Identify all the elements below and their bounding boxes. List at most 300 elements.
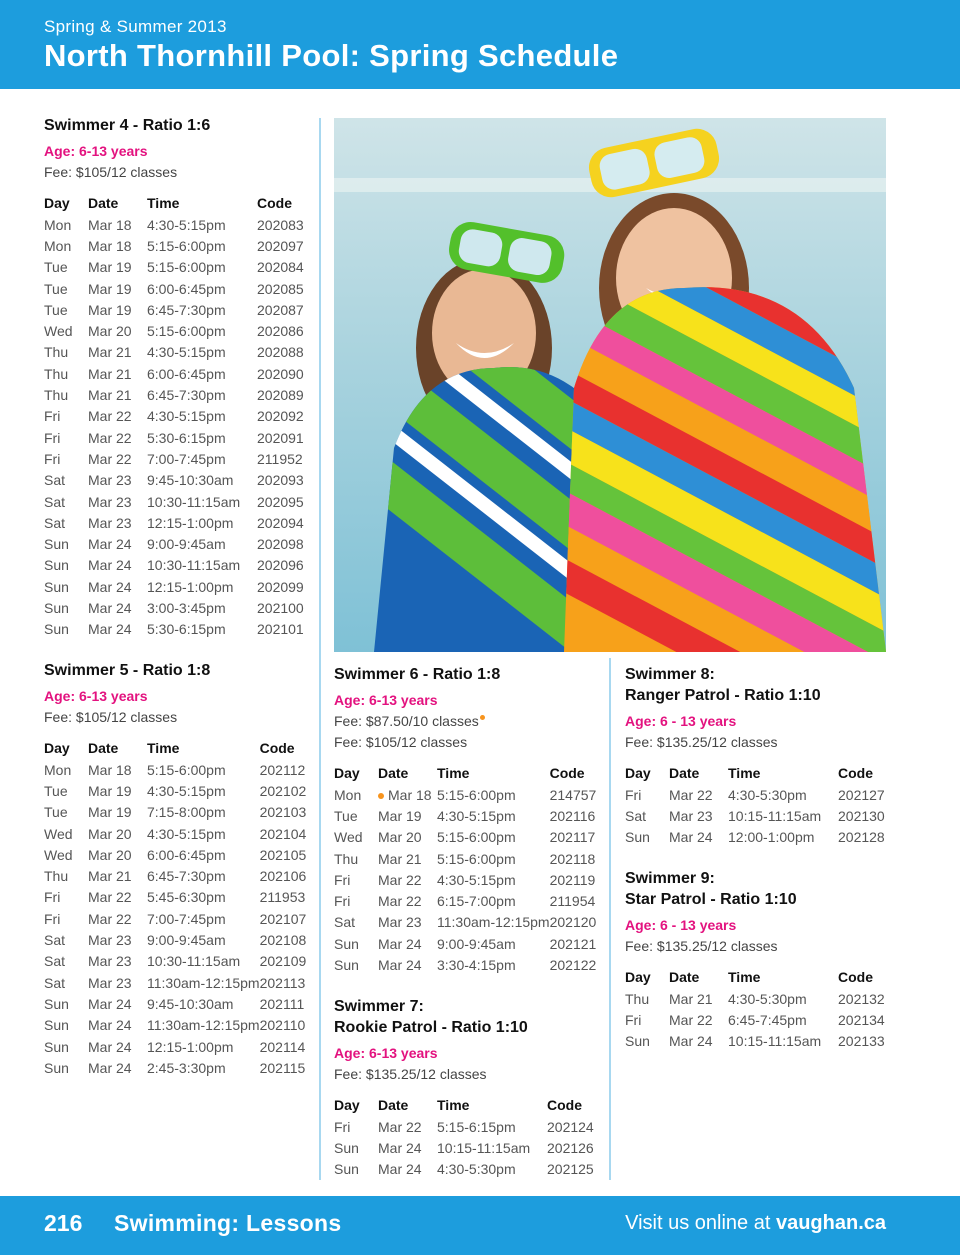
col-date: Date [669, 968, 700, 985]
cell-time: 5:15-6:00pm [437, 850, 516, 867]
cell-time: 6:00-6:45pm [147, 280, 226, 297]
cell-date: Mar 23 [88, 472, 132, 489]
bullet-icon [378, 793, 384, 799]
section-title-2: Rookie Patrol - Ratio 1:10 [334, 1019, 528, 1036]
table-row [44, 951, 310, 972]
table-row [44, 972, 310, 993]
age-label: Age: 6-13 years [44, 688, 148, 704]
table-row [625, 784, 888, 805]
cell-code: 202109 [259, 953, 307, 970]
cell-code: 202132 [838, 990, 885, 1007]
cell-time: 6:45-7:30pm [147, 387, 226, 404]
table-row [334, 869, 600, 890]
cell-date: Mar 20 [378, 829, 422, 846]
table-row [44, 533, 307, 554]
table-row [334, 1116, 597, 1137]
table-row [334, 954, 600, 975]
cell-date: Mar 21 [669, 990, 713, 1007]
cell-day: Sun [625, 1033, 650, 1050]
cell-date: Mar 23 [669, 807, 713, 824]
table-row [625, 827, 888, 848]
cell-day: Fri [44, 429, 61, 446]
bullet-icon [480, 715, 485, 720]
cell-date: Mar 21 [88, 344, 132, 361]
visit-website [625, 1212, 886, 1235]
cell-code: 202106 [259, 868, 307, 885]
cell-code: 202085 [257, 280, 304, 297]
fee-label: Fee: $105/12 classes [44, 164, 178, 180]
cell-date: Mar 22 [378, 1118, 422, 1135]
fee-label: Fee: $105/12 classes [44, 709, 178, 725]
cell-date: Mar 24 [88, 621, 132, 638]
cell-time: 10:30-11:15am [147, 493, 241, 510]
cell-date: Mar 21 [88, 365, 132, 382]
table-header-row [334, 761, 600, 784]
cell-date: Mar 19 [88, 804, 132, 821]
cell-day: Fri [625, 1011, 642, 1028]
col-time: Time [437, 764, 470, 781]
cell-code: 202107 [259, 910, 307, 927]
cell-time: 5:15-6:00pm [147, 237, 226, 254]
table-header-row [625, 761, 888, 784]
cell-code: 202092 [257, 408, 304, 425]
col-code: Code [838, 764, 873, 781]
cell-date: Mar 21 [88, 868, 132, 885]
cell-day: Sat [44, 472, 66, 489]
cell-code: 202095 [257, 493, 304, 510]
cell-date: Mar 21 [378, 850, 422, 867]
table-row [44, 929, 310, 950]
cell-time: 11:30am-12:15pm [147, 974, 260, 991]
cell-day: Sun [44, 1038, 69, 1055]
cell-date: Mar 24 [669, 1033, 713, 1050]
cell-day: Sat [44, 974, 66, 991]
photo-two-girls-towels [334, 118, 886, 652]
cell-code: 202096 [257, 557, 304, 574]
section-title: Swimmer 6 - Ratio 1:8 [334, 666, 501, 683]
cell-time: 11:30am-12:15pm [437, 914, 550, 931]
col-code: Code [257, 194, 292, 211]
cell-time: 5:15-6:00pm [147, 323, 226, 340]
cell-date: Mar 22 [88, 910, 132, 927]
col-day: Day [625, 764, 651, 781]
swimmer-5-section [44, 660, 310, 1078]
cell-date: Mar 24 [88, 1017, 132, 1034]
cell-time: 4:30-5:15pm [437, 871, 516, 888]
table-row [44, 448, 307, 469]
cell-day: Sun [44, 621, 69, 638]
cell-code: 202084 [257, 259, 304, 276]
table-row [44, 470, 307, 491]
cell-code: 202114 [259, 1038, 306, 1055]
col-code: Code [549, 764, 585, 781]
schedule-table [625, 965, 888, 1052]
cell-day: Wed [44, 323, 73, 340]
cell-time: 4:30-5:15pm [147, 344, 226, 361]
page-number: 216 [44, 1210, 83, 1236]
fee-label-1 [334, 711, 600, 732]
table-header-row [44, 736, 310, 759]
cell-time: 6:00-6:45pm [147, 365, 226, 382]
col-date: Date [669, 764, 700, 781]
cell-date: Mar 20 [88, 825, 132, 842]
fee-label: Fee: $135.25/12 classes [625, 938, 778, 954]
table-row [44, 993, 310, 1014]
section-title-2: Star Patrol - Ratio 1:10 [625, 891, 797, 908]
col-code: Code [259, 739, 295, 756]
table-row [334, 1159, 597, 1180]
cell-code: 202116 [549, 807, 596, 824]
cell-date: Mar 19 [378, 807, 422, 824]
cell-day: Fri [334, 893, 351, 910]
table-row [334, 805, 600, 826]
schedule-table [625, 761, 888, 848]
col-date: Date [88, 739, 119, 756]
table-header-row [625, 965, 888, 988]
cell-code: 202098 [257, 536, 304, 553]
section-title: Swimmer 4 - Ratio 1:6 [44, 117, 211, 134]
table-row [44, 759, 310, 780]
cell-day: Mon [334, 786, 362, 803]
cell-date: Mar 24 [669, 829, 713, 846]
cell-time: 5:15-6:00pm [147, 761, 226, 778]
cell-day: Thu [44, 365, 69, 382]
cell-day: Thu [625, 990, 650, 1007]
col-code: Code [838, 968, 873, 985]
cell-code: 202121 [549, 935, 597, 952]
cell-code: 202125 [547, 1161, 594, 1178]
cell-date: Mar 24 [378, 1161, 422, 1178]
cell-time: 6:45-7:45pm [728, 1011, 807, 1028]
cell-code: 202133 [838, 1033, 885, 1050]
cell-time: 5:15-6:00pm [437, 829, 516, 846]
cell-date: Mar 22 [88, 889, 132, 906]
col-date: Date [88, 194, 119, 211]
cell-code: 202113 [259, 974, 306, 991]
table-row [44, 363, 307, 384]
cell-day: Tue [334, 807, 358, 824]
section-name: Swimming: Lessons [114, 1210, 342, 1236]
cell-time: 5:15-6:15pm [437, 1118, 516, 1135]
page-footer [0, 1196, 960, 1255]
cell-time: 4:30-5:15pm [147, 782, 226, 799]
cell-code: 202105 [259, 846, 307, 863]
cell-day: Wed [334, 829, 363, 846]
table-body [334, 784, 600, 976]
cell-date: Mar 22 [378, 893, 422, 910]
cell-time: 6:00-6:45pm [147, 846, 226, 863]
age-label: Age: 6 - 13 years [625, 917, 737, 933]
cell-date: Mar 22 [88, 429, 132, 446]
table-row [44, 619, 307, 640]
table-row [625, 1031, 888, 1052]
cell-code: 211953 [259, 889, 306, 906]
cell-day: Sat [44, 953, 66, 970]
cell-code: 202090 [257, 365, 304, 382]
schedule-table [334, 761, 600, 976]
cell-time: 9:00-9:45am [437, 935, 516, 952]
cell-time: 9:00-9:45am [147, 932, 226, 949]
cell-time: 10:15-11:15am [437, 1139, 531, 1156]
cell-code: 202111 [259, 995, 305, 1012]
cell-day: Sun [44, 995, 69, 1012]
cell-day: Fri [334, 871, 351, 888]
cell-day: Fri [44, 450, 61, 467]
cell-date: Mar 20 [88, 323, 132, 340]
page-header [0, 0, 960, 89]
table-row [334, 827, 600, 848]
cell-day: Sat [625, 807, 647, 824]
cell-time: 5:30-6:15pm [147, 429, 226, 446]
table-row [334, 912, 600, 933]
cell-day: Fri [44, 408, 61, 425]
cell-date: Mar 20 [88, 846, 132, 863]
cell-time: 5:30-6:15pm [147, 621, 226, 638]
cell-day: Sun [44, 536, 69, 553]
schedule-table [334, 1093, 597, 1180]
cell-day: Fri [44, 910, 61, 927]
table-row [44, 299, 307, 320]
cell-time: 10:15-11:15am [728, 807, 822, 824]
cell-code: 211954 [549, 893, 596, 910]
cell-date: Mar 24 [378, 957, 422, 974]
cell-date: Mar 22 [669, 1011, 713, 1028]
cell-code: 202101 [257, 621, 304, 638]
cell-day: Thu [44, 868, 69, 885]
cell-date: Mar 24 [378, 1139, 422, 1156]
cell-code: 202117 [549, 829, 596, 846]
section-title-1: Swimmer 8: [625, 666, 715, 683]
cell-day: Mon [44, 237, 72, 254]
cell-code: 202130 [838, 807, 885, 824]
cell-code: 202108 [259, 932, 307, 949]
cell-time: 4:30-5:30pm [728, 786, 807, 803]
cell-time: 4:30-5:15pm [147, 408, 226, 425]
table-row [44, 1036, 310, 1057]
section-title-2: Ranger Patrol - Ratio 1:10 [625, 687, 821, 704]
cell-time: 9:00-9:45am [147, 536, 226, 553]
cell-day: Fri [625, 786, 642, 803]
table-row [44, 491, 307, 512]
table-body [44, 214, 307, 640]
cell-code: 202104 [259, 825, 307, 842]
cell-day: Thu [44, 387, 69, 404]
table-row [625, 805, 888, 826]
cell-code: 202088 [257, 344, 304, 361]
cell-date: Mar 22 [669, 786, 713, 803]
cell-code: 202103 [259, 804, 307, 821]
table-row [44, 427, 307, 448]
cell-date: Mar 22 [88, 408, 132, 425]
cell-day: Sun [625, 829, 650, 846]
schedule-table [44, 736, 310, 1078]
fee-label: Fee: $135.25/12 classes [334, 1066, 487, 1082]
table-body [625, 988, 888, 1052]
table-row [625, 988, 888, 1009]
table-row [44, 597, 307, 618]
fee-label-2: Fee: $105/12 classes [334, 734, 468, 750]
website-link[interactable]: vaughan.ca [775, 1212, 886, 1234]
cell-time: 12:00-1:00pm [728, 829, 815, 846]
cell-day: Sun [334, 1139, 359, 1156]
col-date: Date [378, 1096, 409, 1113]
table-row [44, 235, 307, 256]
table-row [44, 384, 307, 405]
cell-code: 202110 [259, 1017, 306, 1034]
cell-code: 211952 [257, 450, 303, 467]
cell-date: Mar 24 [378, 935, 422, 952]
cell-time: 4:30-5:15pm [147, 825, 226, 842]
table-row [44, 278, 307, 299]
cell-code: 214757 [549, 786, 597, 803]
cell-day: Sat [44, 514, 66, 531]
table-row [334, 1137, 597, 1158]
cell-day: Sun [334, 935, 359, 952]
cell-text: Mar 18 [388, 786, 432, 803]
cell-day: Thu [334, 850, 359, 867]
cell-day: Sat [44, 932, 66, 949]
cell-day: Sun [44, 578, 69, 595]
section-title-1: Swimmer 9: [625, 870, 715, 887]
cell-code: 202122 [549, 957, 597, 974]
cell-code: 202127 [838, 786, 885, 803]
cell-day: Sun [334, 1161, 359, 1178]
table-row [44, 257, 307, 278]
age-label: Age: 6-13 years [334, 692, 438, 708]
cell-day: Sun [334, 957, 359, 974]
table-row [625, 1009, 888, 1030]
cell-day: Fri [44, 889, 61, 906]
table-row [44, 1015, 310, 1036]
cell-time: 7:00-7:45pm [147, 910, 226, 927]
cell-date: Mar 18 [88, 761, 132, 778]
table-body [44, 759, 310, 1078]
fee-label: Fee: $135.25/12 classes [625, 734, 778, 750]
cell-date: Mar 24 [88, 1038, 132, 1055]
age-label: Age: 6-13 years [44, 143, 148, 159]
table-row [44, 908, 310, 929]
cell-code: 202091 [257, 429, 304, 446]
table-body [625, 784, 888, 848]
cell-code: 202087 [257, 301, 304, 318]
cell-day: Sun [44, 599, 69, 616]
cell-date: Mar 22 [378, 871, 422, 888]
cell-time: 7:00-7:45pm [147, 450, 226, 467]
cell-code: 202093 [257, 472, 304, 489]
age-label: Age: 6 - 13 years [625, 713, 737, 729]
table-row [44, 214, 307, 235]
cell-time: 3:00-3:45pm [147, 599, 226, 616]
cell-time: 11:30am-12:15pm [147, 1017, 260, 1034]
cell-day: Sun [44, 1017, 69, 1034]
cell-code: 202097 [257, 237, 304, 254]
cell-day: Tue [44, 259, 68, 276]
cell-date: Mar 19 [88, 782, 132, 799]
cell-code: 202099 [257, 578, 304, 595]
col-day: Day [334, 764, 360, 781]
cell-date [378, 784, 437, 805]
table-row [334, 848, 600, 869]
table-row [334, 933, 600, 954]
cell-day: Wed [44, 825, 73, 842]
cell-time: 7:15-8:00pm [147, 804, 226, 821]
cell-day: Mon [44, 216, 72, 233]
cell-code: 202126 [547, 1139, 594, 1156]
cell-date: Mar 19 [88, 301, 132, 318]
cell-time: 4:30-5:15pm [437, 807, 516, 824]
swimmer-6-section [334, 664, 600, 976]
cell-date: Mar 24 [88, 557, 132, 574]
cell-time: 5:45-6:30pm [147, 889, 226, 906]
schedule-table [44, 191, 307, 640]
cell-code: 202118 [549, 850, 596, 867]
col-day: Day [44, 739, 70, 756]
table-row [44, 555, 307, 576]
cell-code: 202086 [257, 323, 304, 340]
table-row [334, 890, 600, 911]
cell-date: Mar 19 [88, 259, 132, 276]
cell-day: Sat [44, 493, 66, 510]
table-row [44, 865, 310, 886]
cell-time: 12:15-1:00pm [147, 1038, 234, 1055]
page-title: North Thornhill Pool: Spring Schedule [44, 38, 619, 73]
section-title-1: Swimmer 7: [334, 998, 424, 1015]
cell-date: Mar 24 [88, 1059, 132, 1076]
cell-date: Mar 18 [88, 216, 132, 233]
cell-time: 9:45-10:30am [147, 995, 234, 1012]
table-row [44, 844, 310, 865]
cell-time: 4:30-5:15pm [147, 216, 226, 233]
cell-date: Mar 18 [88, 237, 132, 254]
column-divider-left [319, 118, 321, 1180]
cell-time: 10:30-11:15am [147, 557, 241, 574]
cell-time: 10:30-11:15am [147, 953, 241, 970]
table-row [44, 406, 307, 427]
cell-date: Mar 24 [88, 995, 132, 1012]
age-label: Age: 6-13 years [334, 1045, 438, 1061]
cell-date: Mar 23 [88, 493, 132, 510]
table-row [44, 802, 310, 823]
cell-date: Mar 21 [88, 387, 132, 404]
swimmer-4-section [44, 115, 307, 640]
col-day: Day [334, 1096, 360, 1113]
table-row [44, 342, 307, 363]
cell-day: Fri [334, 1118, 351, 1135]
table-row [44, 823, 310, 844]
col-time: Time [147, 194, 180, 211]
swimmer-9-section [625, 868, 888, 1052]
cell-day: Mon [44, 761, 72, 778]
cell-time: 5:15-6:00pm [437, 786, 516, 803]
cell-code: 202094 [257, 514, 304, 531]
cell-day: Tue [44, 301, 68, 318]
column-divider-right [609, 658, 611, 1180]
cell-code: 202115 [259, 1059, 306, 1076]
cell-date: Mar 24 [88, 599, 132, 616]
col-day: Day [44, 194, 70, 211]
table-row [44, 320, 307, 341]
cell-day: Tue [44, 782, 68, 799]
cell-time: 6:45-7:30pm [147, 868, 226, 885]
col-time: Time [437, 1096, 470, 1113]
cell-date: Mar 23 [88, 953, 132, 970]
col-time: Time [728, 764, 761, 781]
cell-code: 202134 [838, 1011, 885, 1028]
cell-date: Mar 19 [88, 280, 132, 297]
swimmer-7-section [334, 996, 597, 1180]
cell-day: Wed [44, 846, 73, 863]
col-day: Day [625, 968, 651, 985]
